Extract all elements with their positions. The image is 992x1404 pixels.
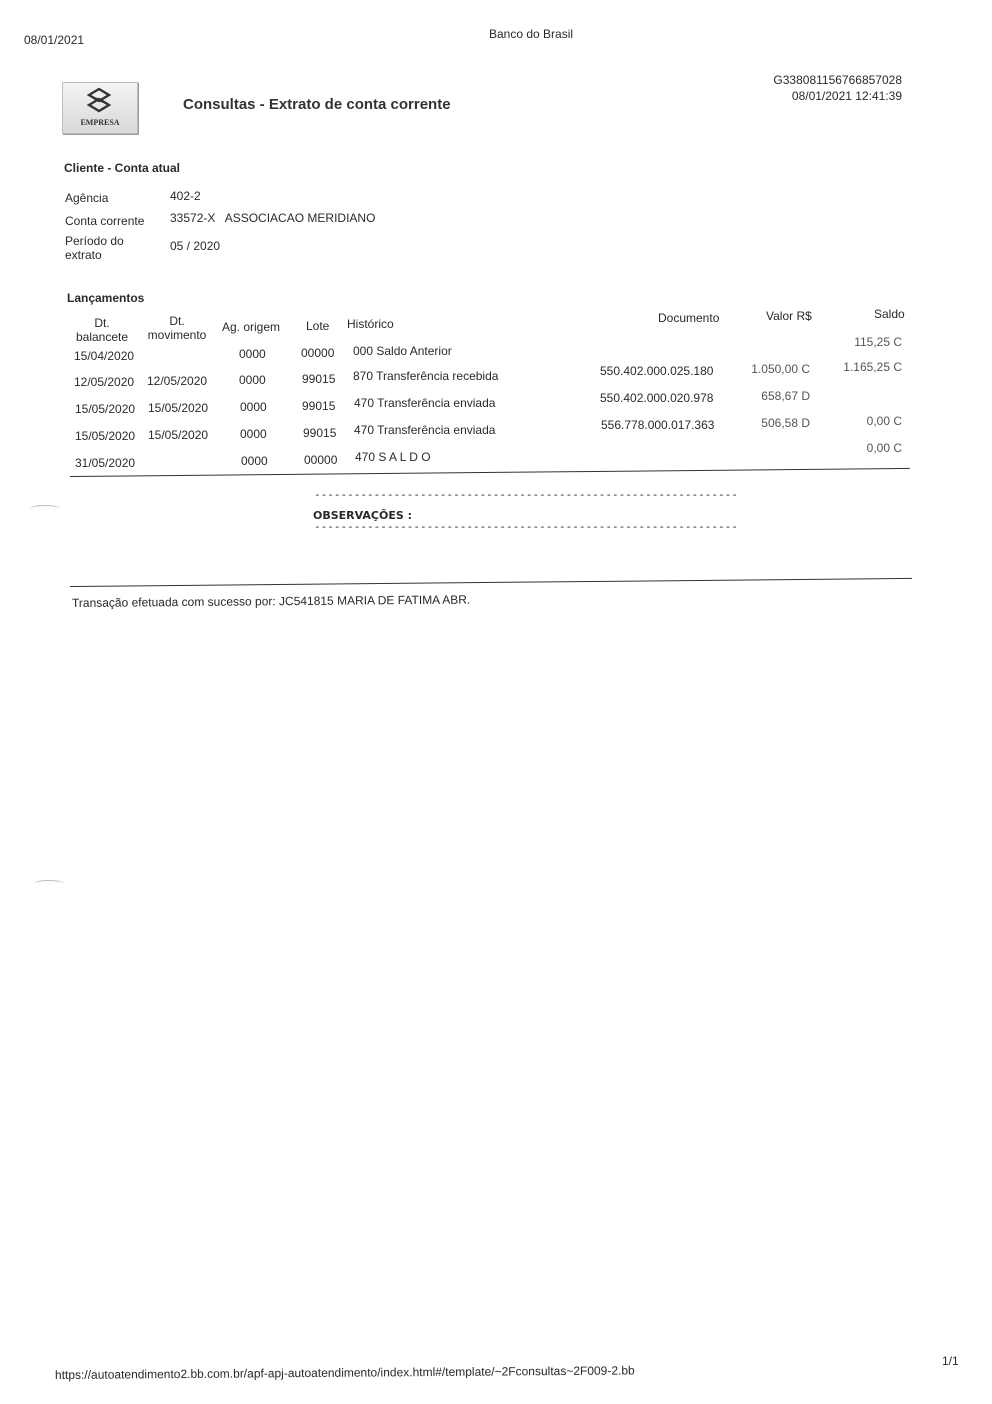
cell-ag-origem: 0000 <box>239 347 266 361</box>
observations-top-rule: ---------------------------------------------------------------- <box>314 488 738 501</box>
cell-lote: 99015 <box>302 372 336 386</box>
logo-label: EMPRESA <box>80 118 120 127</box>
header-lote: Lote <box>306 319 330 333</box>
header-saldo: Saldo <box>874 307 905 321</box>
cell-dt-balancete: 31/05/2020 <box>75 456 136 470</box>
cell-historico: 870 Transferência recebida <box>353 369 499 383</box>
cell-ag-origem: 0000 <box>240 400 267 414</box>
observations-bottom-rule: ---------------------------------------------------------------- <box>314 520 738 533</box>
client-section-title: Cliente - Conta atual <box>64 161 181 175</box>
header-dt-balancete-2: balancete <box>75 330 129 344</box>
observations-label: OBSERVAÇÕES : <box>313 509 413 522</box>
cell-saldo: 115,25 C <box>854 335 902 349</box>
period-label-line2: extrato <box>65 248 102 262</box>
page-number: 1/1 <box>942 1354 959 1368</box>
account-label: Conta corrente <box>65 214 145 228</box>
page-title: Consultas - Extrato de conta corrente <box>183 96 451 113</box>
cell-dt-balancete: 15/04/2020 <box>74 349 135 363</box>
cell-dt-movimento: 15/05/2020 <box>148 428 209 442</box>
account-value: 33572-X ASSOCIACAO MERIDIANO <box>170 211 376 225</box>
page-url: https://autoatendimento2.bb.com.br/apf-apj-autoatendimento/index.html#/template/~2Fconsultas~2F009-2.bb <box>54 1363 635 1382</box>
cell-saldo: 1.165,25 C <box>843 360 902 374</box>
bank-name: Banco do Brasil <box>489 27 574 41</box>
table-bottom-rule <box>70 468 910 477</box>
header-dt-movimento-2: movimento <box>147 328 207 342</box>
cell-valor: 506,58 D <box>761 416 810 430</box>
cell-ag-origem: 0000 <box>240 427 267 441</box>
bb-logo-icon <box>85 87 113 113</box>
scan-mark <box>34 880 64 887</box>
scan-mark <box>30 505 60 512</box>
entries-section-title: Lançamentos <box>67 291 145 305</box>
cell-historico: 470 Transferência enviada <box>354 396 496 410</box>
cell-documento: 550.402.000.025.180 <box>600 364 714 378</box>
bank-logo <box>62 82 138 134</box>
cell-lote: 99015 <box>303 426 337 440</box>
cell-lote: 00000 <box>301 346 335 360</box>
print-date: 08/01/2021 <box>24 33 85 47</box>
cell-lote: 00000 <box>304 453 338 467</box>
cell-documento: 556.778.000.017.363 <box>601 418 715 432</box>
cell-dt-balancete: 15/05/2020 <box>75 429 136 443</box>
cell-ag-origem: 0000 <box>239 373 266 387</box>
cell-dt-balancete: 15/05/2020 <box>75 402 136 416</box>
header-historico: Histórico <box>347 317 394 331</box>
cell-dt-movimento: 12/05/2020 <box>147 374 208 388</box>
cell-documento: 550.402.000.020.978 <box>600 391 714 405</box>
cell-historico: 470 Transferência enviada <box>354 423 496 437</box>
period-label-line1: Período do <box>65 234 124 248</box>
header-documento: Documento <box>658 311 720 325</box>
agency-label: Agência <box>65 191 109 205</box>
period-value: 05 / 2020 <box>170 239 221 253</box>
footer-rule <box>70 578 912 587</box>
cell-dt-balancete: 12/05/2020 <box>74 375 135 389</box>
cell-historico: 470 S A L D O <box>355 450 431 464</box>
cell-ag-origem: 0000 <box>241 454 268 468</box>
cell-saldo: 0,00 C <box>866 441 902 455</box>
header-ag-origem: Ag. origem <box>222 320 281 334</box>
header-dt-balancete-1: Dt. <box>94 316 110 330</box>
cell-lote: 99015 <box>302 399 336 413</box>
timestamp: 08/01/2021 12:41:39 <box>791 89 902 103</box>
agency-value: 402-2 <box>170 189 201 203</box>
cell-dt-movimento: 15/05/2020 <box>148 401 209 415</box>
success-message: Transação efetuada com sucesso por: JC541815 MARIA DE FATIMA ABR. <box>71 592 471 610</box>
cell-valor: 1.050,00 C <box>751 362 810 376</box>
cell-saldo: 0,00 C <box>866 414 902 428</box>
cell-historico: 000 Saldo Anterior <box>353 344 452 358</box>
header-dt-movimento-1: Dt. <box>169 314 185 328</box>
transaction-code: G338081156766857028 <box>773 73 902 87</box>
header-valor: Valor R$ <box>766 309 812 323</box>
cell-valor: 658,67 D <box>761 389 810 403</box>
